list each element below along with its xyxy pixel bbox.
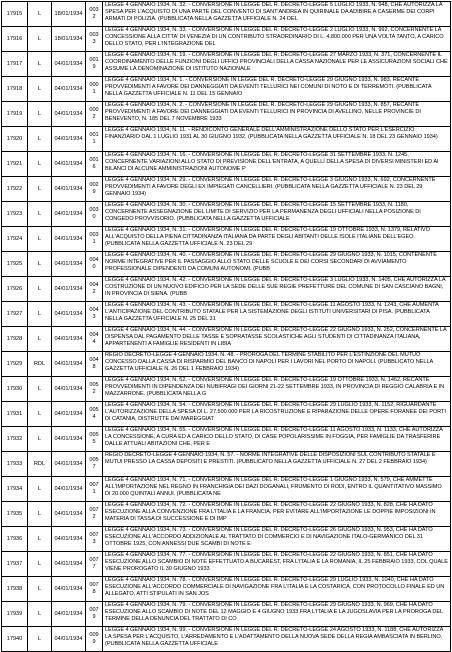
act-type: L	[28, 227, 52, 252]
act-date: 04/01/1934	[52, 77, 86, 102]
record-number: 17931	[2, 402, 28, 427]
table-row	[2, 177, 451, 202]
table-row	[2, 102, 451, 127]
act-description: REGIO DECRETO-LEGGE 4 GENNAIO 1934, N. 48. - PROROGA DEL TERMINE STABILITO PER L'ESTINZIONE DEL MUTUO CONCESSO DALLA CASSA DI RISPARMIO DEL BANCO DI NAPOLI PER I LAVORI NEL PORTO DI NAPOLI. (PUBBLICATO NELLA GAZZETTA UFFICIALE N. 26 DEL 1 FEBBRAIO 1934)	[103, 352, 451, 377]
table-row	[2, 602, 451, 627]
record-number: 17936	[2, 527, 28, 552]
act-description: LEGGE 4 GENNAIO 1934, N. 54. - CONVERSIONE IN LEGGE DEL R. DECRETO-LEGGE 29 LUGLIO 1933, N. 1152, RIGUARDANTE L'AUTORIZZAZIONE DELLA SPESA DI L. 27.500.000 PER LA RICOSTRUZIONE E RIPARAZIONE DELLE OPERE FORANEE DEI PORTI DI CATANIA, DISTRUTTE DAI MAREGGIAT	[103, 402, 451, 427]
record-number: 17916	[2, 27, 28, 52]
record-number: 17939	[2, 602, 28, 627]
act-number: 0030	[86, 202, 103, 227]
act-number: 0001	[86, 77, 103, 102]
record-number: 17926	[2, 277, 28, 302]
act-type: L	[28, 377, 52, 402]
act-type: L	[28, 327, 52, 352]
act-number: 0016	[86, 152, 103, 177]
table-row	[2, 202, 451, 227]
act-date: 04/01/1934	[52, 177, 86, 202]
act-description: LEGGE 4 GENNAIO 1934, N. 71. - CONVERSIONE IN LEGGE DEL R. DECRETO-LEGGE 1 GIUGNO 1933, N. 579, CHE AMMETTE ALL'IMPORTAZIONE NEL REGNO IN FRANCHIGIA DEI DAZI DOGANALI, FRUMENTO DI RODI, ENTRO IL QUANTITATIVO MASSIMO DI 20.000 QUINTALI ANNUI. (PUBBLICATA NE	[103, 477, 451, 502]
table-row	[2, 252, 451, 277]
legislation-register-table	[1, 1, 451, 652]
act-date: 04/01/1934	[52, 427, 86, 452]
act-type: L	[28, 302, 52, 327]
act-type: L	[28, 2, 52, 27]
table-row	[2, 2, 451, 27]
act-description: LEGGE 4 GENNAIO 1934, N. 43. - CONVERSIONE IN LEGGE DEL R. DECRETO-LEGGE 11 AGOSTO 1933, N. 1243, CHE AUMENTA L'ANTICIPAZIONE DEL CONTRIBUTO STATALE PER LA SISTEMAZIONE DEGLI ISTITUTI UNIVERSITARI DI PISA. (PUBBLICATA NELLA GAZZETTA UFFICIALE N. 25 DEL 31	[103, 302, 451, 327]
record-number: 17923	[2, 202, 28, 227]
act-date: 04/01/1934	[52, 452, 86, 477]
act-description: LEGGE 4 GENNAIO 1934, N. 11. - RENDICONTO GENERALE DELL'AMMINISTRAZIONE DELLO STATO PER L'ESERCIZIO FINANZIARIO DAL 1 LUGLIO 1931 AL 30 GIUGNO 1932. (PUBBLICATA NELLA GAZZETTA UFFICIALE N. 18 DEL 23 GENNAIO 1934)	[103, 127, 451, 152]
table-row	[2, 427, 451, 452]
record-number: 17919	[2, 102, 28, 127]
register-rows	[2, 2, 451, 652]
act-description: LEGGE 4 GENNAIO 1934, N. 33. - CONVERSIONE IN LEGGE DEL R. DECRETO-LEGGE 2 LUGLIO 1933, N. 992, CONCERNENTE LA CONCESSIONE ALLA CITTA' DI VENEZIA DI UN CONTRIBUTO STRAORDINARIO DI L. 4.800.000 PER UNA VOLTA TANTO, A CARICO DELLO STATO, PER L'INTEGRAZIONE DEL	[103, 27, 451, 52]
act-date: 04/01/1934	[52, 302, 86, 327]
act-number: 0011	[86, 127, 103, 152]
record-number: 17938	[2, 577, 28, 602]
table-row	[2, 327, 451, 352]
table-row	[2, 502, 451, 527]
act-date: 04/01/1934	[52, 502, 86, 527]
act-type: L	[28, 577, 52, 602]
act-number: 0029	[86, 177, 103, 202]
act-type: L	[28, 77, 52, 102]
record-number: 17940	[2, 627, 28, 652]
record-number: 17921	[2, 152, 28, 177]
record-number: 17925	[2, 252, 28, 277]
record-number: 17929	[2, 352, 28, 377]
table-row	[2, 477, 451, 502]
table-row	[2, 127, 451, 152]
act-number: 0044	[86, 327, 103, 352]
record-number: 17924	[2, 227, 28, 252]
act-number: 0002	[86, 102, 103, 127]
act-type: L	[28, 152, 52, 177]
act-type: L	[28, 477, 52, 502]
act-type: L	[28, 127, 52, 152]
act-number: 0052	[86, 377, 103, 402]
record-number: 17934	[2, 477, 28, 502]
act-description: LEGGE 4 GENNAIO 1934, N. 44. - CONVERSIONE IN LEGGE DEL R. DECRETO-LEGGE 22 GIUGNO 1933, N. 252, CONCERNENTE LA DISPENSA DAL PAGAMENTO DELLE TASSE E SOPRATASSE SCOLASTICHE AGLI STUDENTI DI CITTADINANZA ITALIANA, APPARTENENTI A FAMIGLIE RESIDENTI IN LIBIA	[103, 327, 451, 352]
act-number: 0040	[86, 252, 103, 277]
act-type: L	[28, 427, 52, 452]
act-date: 04/01/1934	[52, 327, 86, 352]
act-description: LEGGE 4 GENNAIO 1934, N. 52. - CONVERSIONE IN LEGGE DEL R. DECRETO-LEGGE 19 OTTOBRE 1933, N. 1462, RECANTE PROVVEDIMENTI IN DIPENDENZA DEI NUBIFRAGI DEI GIORNI 21-22 SETTEMBRE 1933, IN PROVINCIA DI REGGIO CALABRIA E IN MAZZARRONE. (PUBBLICATA NELLA G	[103, 377, 451, 402]
act-date: 04/01/1934	[52, 527, 86, 552]
act-description: LEGGE 4 GENNAIO 1934, N. 29. - CONVERSIONE IN LEGGE DEL R. DECRETO-LEGGE 3 GIUGNO 1933, N. 692, CONCERNENTE PROVVEDIMENTI A FAVORE DEGLI EX IMPIEGATI CANCELLIERI. (PUBBLICATA NELLA GAZZETTA UFFICIALE N. 23 DEL 29 GENNAIO 1934)	[103, 177, 451, 202]
act-type: L	[28, 502, 52, 527]
record-number: 17928	[2, 327, 28, 352]
act-date: 04/01/1934	[52, 202, 86, 227]
table-row	[2, 352, 451, 377]
act-type: L	[28, 102, 52, 127]
record-number: 17932	[2, 427, 28, 452]
act-type: RDL	[28, 352, 52, 377]
act-number: 0033	[86, 27, 103, 52]
act-date: 04/01/1934	[52, 477, 86, 502]
act-type: L	[28, 602, 52, 627]
act-description: LEGGE 4 GENNAIO 1934, N. 40. - CONVERSIONE IN LEGGE DEL R. DECRETO-LEGGE 29 GIUGNO 1933, N. 1015, CONTENENTE NORME INTEGRATIVE PER IL PASSAGGIO ALLO STATO DELLE SCUOLE E DEI CORSI SECONDARI DI AVVIAMENTO PROFESSIONALE DIPENDENTI DA COMUNI AUTONOMI. (PUBB	[103, 252, 451, 277]
table-row	[2, 452, 451, 477]
act-date: 04/01/1934	[52, 377, 86, 402]
act-number: 0077	[86, 552, 103, 577]
act-date: 04/01/1934	[52, 152, 86, 177]
act-date: 04/01/1934	[52, 552, 86, 577]
act-description: LEGGE 4 GENNAIO 1934, N. 2. - CONVERSIONE IN LEGGE DEL R. DECRETO-LEGGE 29 GIUGNO 1933, N. 857, RECANTE PROVVEDIMENTI A FAVORE DEI DANNEGGIATI DA EVENTI TELLURICI IN PROVINCIA DI AVELLINO, NELLE PROVINCIE DI BENEVENTO, N. 185 DEL 7 NOVEMBRE 1933	[103, 102, 451, 127]
table-row	[2, 402, 451, 427]
act-number: 0072	[86, 502, 103, 527]
table-row	[2, 302, 451, 327]
table-row	[2, 277, 451, 302]
act-date: 04/01/1934	[52, 252, 86, 277]
record-number: 17922	[2, 177, 28, 202]
act-number: 0042	[86, 277, 103, 302]
act-type: L	[28, 627, 52, 652]
act-type: L	[28, 52, 52, 77]
act-description: LEGGE 4 GENNAIO 1934, N. 16. - CONVERSIONE IN LEGGE DEL R. DECRETO-LEGGE 31 SETTEMBRE 1933, N. 1245, CONCERNENTE VARIAZIONI ALLO STATO DI PREVISIONE DELL'ENTRATA, A QUELLI DELLA SPESA DI DIVERSI MINISTERI ED AI BILANCI DI ALCUNE AMMINISTRAZIONI AUTONOME P	[103, 152, 451, 177]
act-description: LEGGE 4 GENNAIO 1934, N. 79. - CONVERSIONE IN LEGGE DEL R. DECRETO-LEGGE 29 GIUGNO 1933, N. 969, CHE HA DATO ESECUZIONE ALLO SCAMBIO DI NOTE DEL 12 MAGGIO E 4 GIUGNO 1933 FRA L'ITALIA E LA JUGOSLAVIA PER LA PROROGA DEL TERMINE DELLA DENUNCIA DEL TRATTATO DI CO	[103, 602, 451, 627]
act-number: 0019	[86, 52, 103, 77]
act-number: 0048	[86, 352, 103, 377]
act-date: 04/01/1934	[52, 602, 86, 627]
table-row	[2, 152, 451, 177]
record-number: 17917	[2, 52, 28, 77]
act-type: RDL	[28, 452, 52, 477]
record-number: 17920	[2, 127, 28, 152]
act-number: 0057	[86, 452, 103, 477]
act-date: 04/01/1934	[52, 352, 86, 377]
table-row	[2, 52, 451, 77]
table-row	[2, 227, 451, 252]
act-description: LEGGE 4 GENNAIO 1934, N. 77. - CONVERSIONE IN LEGGE DEL R. DECRETO-LEGGE 22 GIUGNO 1933, N. 851, CHE HA DATO ESECUZIONE ALLO SCAMBIO DI NOTE EFFETTUATO A BUCAREST, FRA L'ITALIA E LA ROMANIA, IL 25 FEBBRAIO 1933, COL QUALE VIENE PROROGATO IL 30 GIUGNO 1933	[103, 552, 451, 577]
record-number: 17937	[2, 552, 28, 577]
table-row	[2, 627, 451, 652]
record-number: 17935	[2, 502, 28, 527]
act-description: LEGGE 4 GENNAIO 1934, N. 72. - CONVERSIONE IN LEGGE DEL R. DECRETO-LEGGE 22 GIUGNO 1933, N. 828, CHE HA DATO ESECUZIONE ALLA CONVENZIONE FRA L'ITALIA E LA FRANCIA, PER EVITARE ALL'IMPORTAZIONE LE DOPPIE IMPOSIZIONI IN MATERIA DI TASSA DI SUCCESSIONE E DI IMP	[103, 502, 451, 527]
act-description: LEGGE 4 GENNAIO 1934, N. 78. - CONVERSIONE IN LEGGE DEL R. DECRETO-LEGGE 29 LUGLIO 1933, N. 1040, CHE HA DATO ESECUZIONE ALL'ACCORDO COMMERCIALE DI NAVIGAZIONE FRA L'ITALIA E LA COSTARICA, CON PROTOCOLLO FINALE ED UN ALLEGATO, ATTI STIPULATI IN SAN JOS	[103, 577, 451, 602]
act-type: L	[28, 552, 52, 577]
act-number: 0079	[86, 602, 103, 627]
act-number: 0099	[86, 627, 103, 652]
record-number: 17918	[2, 77, 28, 102]
act-date: 04/01/1934	[52, 627, 86, 652]
table-row	[2, 27, 451, 52]
act-number: 0073	[86, 527, 103, 552]
record-number: 17933	[2, 452, 28, 477]
act-description: LEGGE 4 GENNAIO 1934, N. 30. - CONVERSIONE IN LEGGE DEL R. DECRETO-LEGGE 15 SETTEMBRE 1933, N. 1180, CONCERNENTE ASSEGNAZIONE DEL LIMITE DI SERVIZIO PER LA PERMANENZA DEGLI UFFICIALI NELLA POSIZIONE DI CONGEDO PROVVISORIO. (PUBBLICATA NELLA GAZZETTA UFFICIALE	[103, 202, 451, 227]
act-type: L	[28, 277, 52, 302]
act-date: 04/01/1934	[52, 402, 86, 427]
act-date: 04/01/1934	[52, 577, 86, 602]
act-number: 0055	[86, 427, 103, 452]
act-date: 04/01/1934	[52, 127, 86, 152]
record-number: 17915	[2, 2, 28, 27]
act-type: L	[28, 527, 52, 552]
act-description: LEGGE 4 GENNAIO 1934, N. 31. - CONVERSIONE IN LEGGE DEL R. DECRETO-LEGGE 19 OTTOBRE 1933, N. 1379, RELATIVO ALL'ACQUISTO DELLA PIENA CITTADINANZA ITALIANA DA PARTE DEGLI ABITANTI DELLE ISOLE ITALIANE DELL'EGEO. (PUBBLICATA NELLA GAZZETTA UFFICIALE N. 23 DEL 29	[103, 227, 451, 252]
table-row	[2, 552, 451, 577]
table-row	[2, 527, 451, 552]
act-type: L	[28, 252, 52, 277]
act-description: LEGGE 4 GENNAIO 1934, N. 32. - CONVERSIONE IN LEGGE DEL R. DECRETO-LEGGE 5 LUGLIO 1933, N. 948, CHE AUTORIZZA LA SPESA PER L'ACQUISTO DI UNA PARTE DEL CONVENTO DI SANT'ANDREA IN QUIRINALE DA ADIBIRE A CASERME DEI CORPI ARMATI DI POLIZIA. (PUBBLICATA NELLA GAZZETTA UFFICIALE N. 24 DEL	[103, 2, 451, 27]
act-number: 0078	[86, 577, 103, 602]
act-date: 18/01/1934	[52, 2, 86, 27]
act-date: 18/01/1934	[52, 27, 86, 52]
act-description: LEGGE 4 GENNAIO 1934, N. 55. - CONVERSIONE IN LEGGE DEL R. DECRETO-LEGGE 11 AGOSTO 1933, N. 1133, CHE AUTORIZZA LA CONCESSIONE, A CURA ED A CARICO DELLO STATO, DI CASE POPOLARISSIME IN FOGGIA, PER FAMIGLIE DA TRASFERIRE DALLE ATTUALI ABITAZIONI CHE, PER E	[103, 427, 451, 452]
act-date: 04/01/1934	[52, 227, 86, 252]
record-number: 17927	[2, 302, 28, 327]
act-number: 0071	[86, 477, 103, 502]
act-description: REGIO DECRETO-LEGGE 4 GENNAIO 1934, N. 57. - NORME INTEGRATIVE DELLE DISPOSIZIONI SUL CONTRIBUTO STATALE E MUTUI PRESSO LA CASSA DEPOSITI E PRESTITI. (PUBBLICATO NELLA GAZZETTA UFFICIALE N. 27 DEL 2 FEBBRAIO 1934)	[103, 452, 451, 477]
table-row	[2, 77, 451, 102]
act-number: 0031	[86, 227, 103, 252]
act-description: LEGGE 4 GENNAIO 1934, N. 19. - CONVERSIONE IN LEGGE DEL R. DECRETO-LEGGE 27 MARZO 1933, N. 371, CONCERNENTE IL COORDINAMENTO DELLE FUNZIONI DEGLI UFFICI PROVINCIALI DELLA CASSA NAZIONALE PER LE ASSICURAZIONI SOCIALI CHE ASSUME LA DENOMINAZIONE DI ISTITUTO NAZIONALE	[103, 52, 451, 77]
act-description: LEGGE 4 GENNAIO 1934, N. 73. - CONVERSIONE IN LEGGE DEL R. DECRETO-LEGGE 26 GIUGNO 1933, N. 953, CHE HA DATO ESECUZIONE ALL'ACCORDO ADDIZIONALE AL TRATTATO DI COMMERCIO E DI NAVIGAZIONE ITALO-GERMANICO DEL 31 OTTOBRE 1925, CON ANNESSI DUE SCAMBI DI NOTE E	[103, 527, 451, 552]
act-description: LEGGE 4 GENNAIO 1934, N. 1. - CONVERSIONE IN LEGGE DEL R. DECRETO-LEGGE 29 GIUGNO 1933, N. 983, RECANTE PROVVEDIMENTI A FAVORE DEI DANNEGGIATI DA EVENTI TELLURICI NEI COMUNI DI NOTO E DI TERREMOTI. (PUBBLICATA NELLA GAZZETTA UFFICIALE N. 11 DEL 15 GENNAIO	[103, 77, 451, 102]
act-number: 0032	[86, 2, 103, 27]
table-row	[2, 377, 451, 402]
act-type: L	[28, 202, 52, 227]
act-type: L	[28, 27, 52, 52]
act-description: LEGGE 4 GENNAIO 1934, N. 99. - CONVERSIONE IN LEGGE DEL R. DECRETO-LEGGE 24 AGOSTO 1933, N. 1188, CHE AUTORIZZA LA SPESA PER L'ACQUISTO, L'ARREDAMENTO E L'ADATTAMENTO DELLA NUOVA SEDE DELLA REGIA AMBASCIATA IN BERLINO. (PUBBLICATA NELLA GAZZETTA UFFICIALE	[103, 627, 451, 652]
act-number: 0043	[86, 302, 103, 327]
act-description: LEGGE 4 GENNAIO 1934, N. 42. - CONVERSIONE IN LEGGE DEL R. DECRETO-LEGGE 3 LUGLIO 1933, N. 1405, CHE AUTORIZZA LA COSTRUZIONE DI UN NUOVO EDIFICIO PER LA SEDE DELLE SUE REGIE PREFETTURE DEL COMUNE DI SAN CASCIANO BAGNI, IN PROVINCIA DI SIENA. (PUBB	[103, 277, 451, 302]
act-date: 04/01/1934	[52, 52, 86, 77]
act-number: 0054	[86, 402, 103, 427]
table-row	[2, 577, 451, 602]
act-date: 04/01/1934	[52, 277, 86, 302]
act-type: L	[28, 402, 52, 427]
act-date: 04/01/1934	[52, 102, 86, 127]
act-type: L	[28, 177, 52, 202]
record-number: 17930	[2, 377, 28, 402]
